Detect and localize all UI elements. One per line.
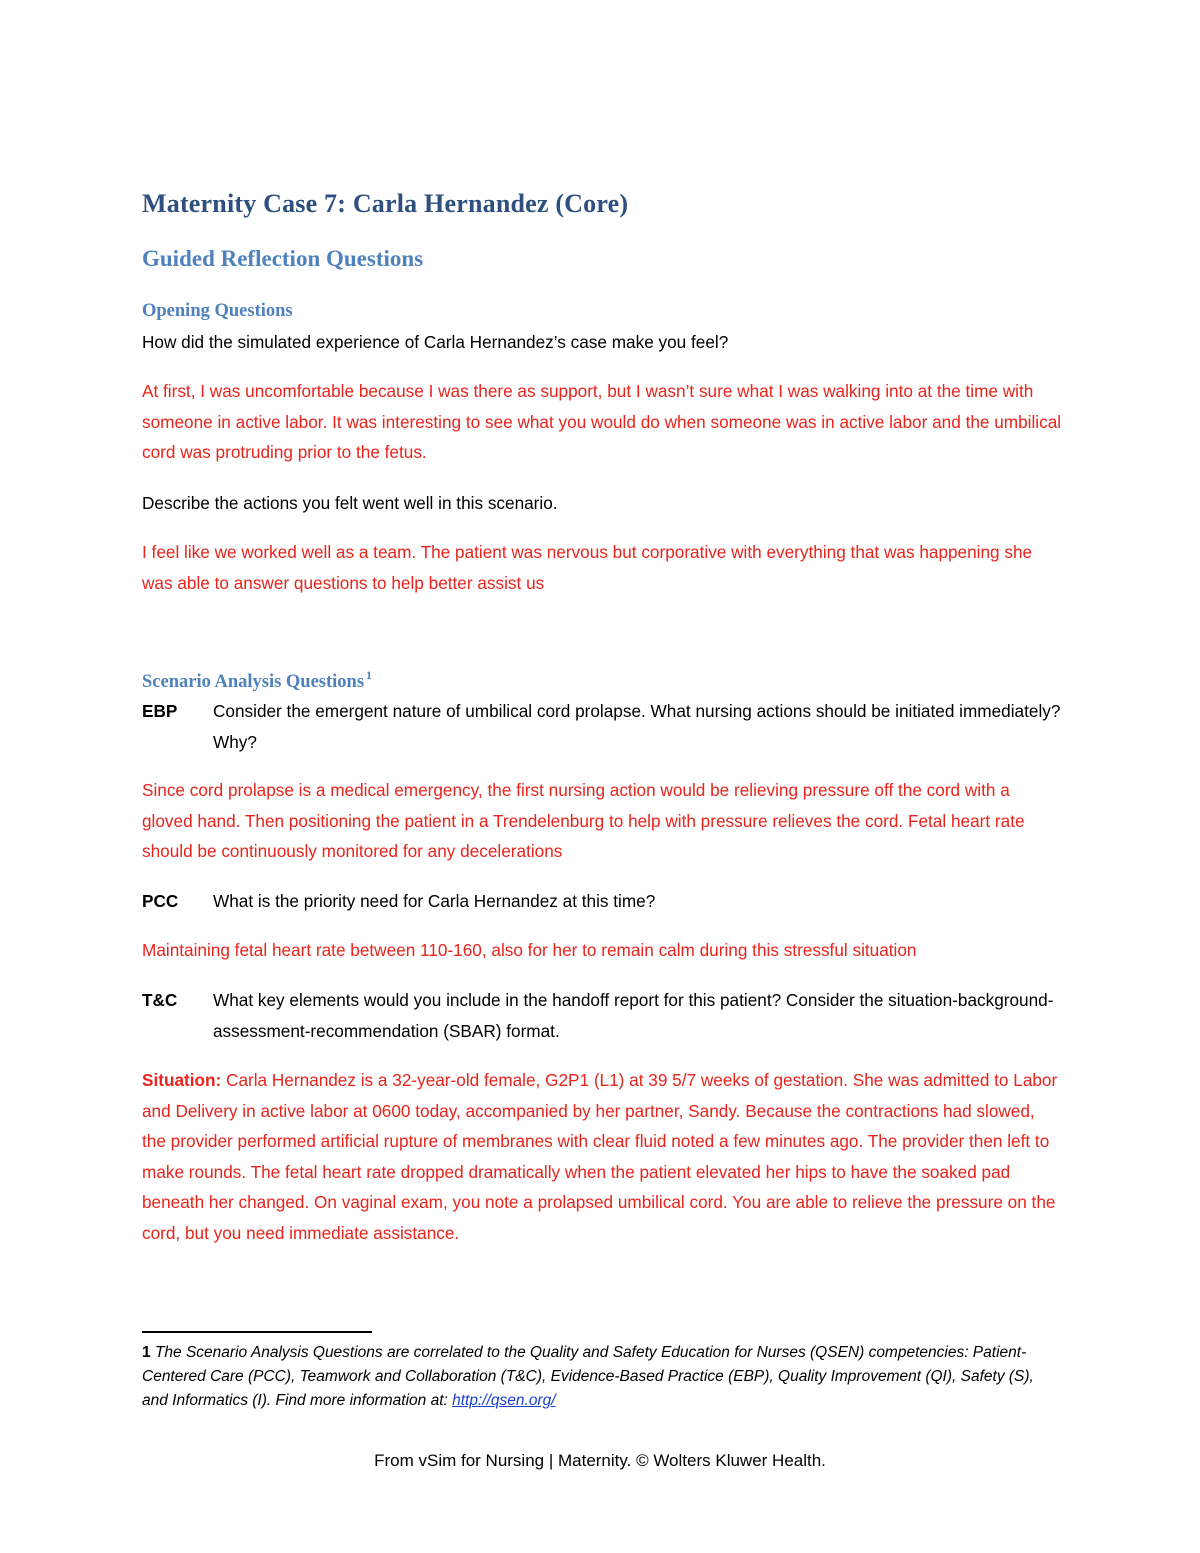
tc-answer [142,1065,1062,1248]
opening-questions-heading: Opening Questions [142,301,293,321]
ebp-tag: EBP [142,701,178,721]
scenario-analysis-heading-text: Scenario Analysis Questions [142,672,365,692]
document-title: Maternity Case 7: Carla Hernandez (Core) [142,189,629,218]
tc-tag: T&C [142,990,178,1010]
ebp-answer: Since cord prolapse is a medical emergency, the first nursing action would be relieving pressure off the cord with a gloved hand. Then positioning the patient in a Trendelenburg to help with pressure relieves the cord. Fetal heart rate should be continuously monitored for any decelerations [142,780,1025,861]
footnote-text: The Scenario Analysis Questions are correlated to the Quality and Safety Education for Nurses (QSEN) competencies: Patient-Centered Care (PCC), Teamwork and Collaboration (T&C), Evidence-Based Practice (EBP), Quality Improvement (QI), Safety (S), and Informatics (I). Find more information at: [142,1344,1034,1409]
footnote [142,1341,1062,1413]
qsen-link[interactable]: http://qsen.org/ [452,1392,556,1409]
opening-question-1: How did the simulated experience of Carla Hernandez’s case make you feel? [142,332,729,352]
pcc-answer: Maintaining fetal heart rate between 110-160, also for her to remain calm during this stressful situation [142,940,917,960]
situation-label: Situation: [142,1070,222,1090]
opening-answer-1: At first, I was uncomfortable because I was there as support, but I wasn’t sure what I was walking into at the time with someone in active labor. It was interesting to see what you would do when someone was in active labor and the umbilical cord was protruding prior to the fetus. [142,381,1062,462]
ebp-question: Consider the emergent nature of umbilical cord prolapse. What nursing actions should be initiated immediately? Why? [213,701,1061,752]
document-subtitle: Guided Reflection Questions [142,246,424,271]
footnote-ref: 1 [366,668,373,682]
footnote-number: 1 [142,1344,151,1361]
pcc-question: What is the priority need for Carla Hernandez at this time? [213,891,656,911]
tc-question: What key elements would you include in the handoff report for this patient? Consider the situation-background-assessment-recommendation (SBAR) format. [213,990,1054,1041]
situation-text: Carla Hernandez is a 32-year-old female, G2P1 (L1) at 39 5/7 weeks of gestation. She was admitted to Labor and Delivery in active labor at 0600 today, accompanied by her partner, Sandy. Because the contractions had slowed, the provider performed artificial rupture of membranes with clear fluid noted a few minutes ago. The provider then left to make rounds. The fetal heart rate dropped dramatically when the patient elevated her hips to have the soaked pad beneath her changed. On vaginal exam, you note a prolapsed umbilical cord. You are able to relieve the pressure on the cord, but you need immediate assistance. [142,1070,1058,1243]
opening-question-2: Describe the actions you felt went well in this scenario. [142,493,558,513]
pcc-tag: PCC [142,891,179,911]
page-footer: From vSim for Nursing | Maternity. © Wolters Kluwer Health. [374,1451,826,1470]
scenario-analysis-heading [142,668,372,693]
opening-answer-2: I feel like we worked well as a team. The patient was nervous but corporative with everything that was happening she was able to answer questions to help better assist us [142,542,1033,593]
footnote-separator [142,1331,372,1333]
